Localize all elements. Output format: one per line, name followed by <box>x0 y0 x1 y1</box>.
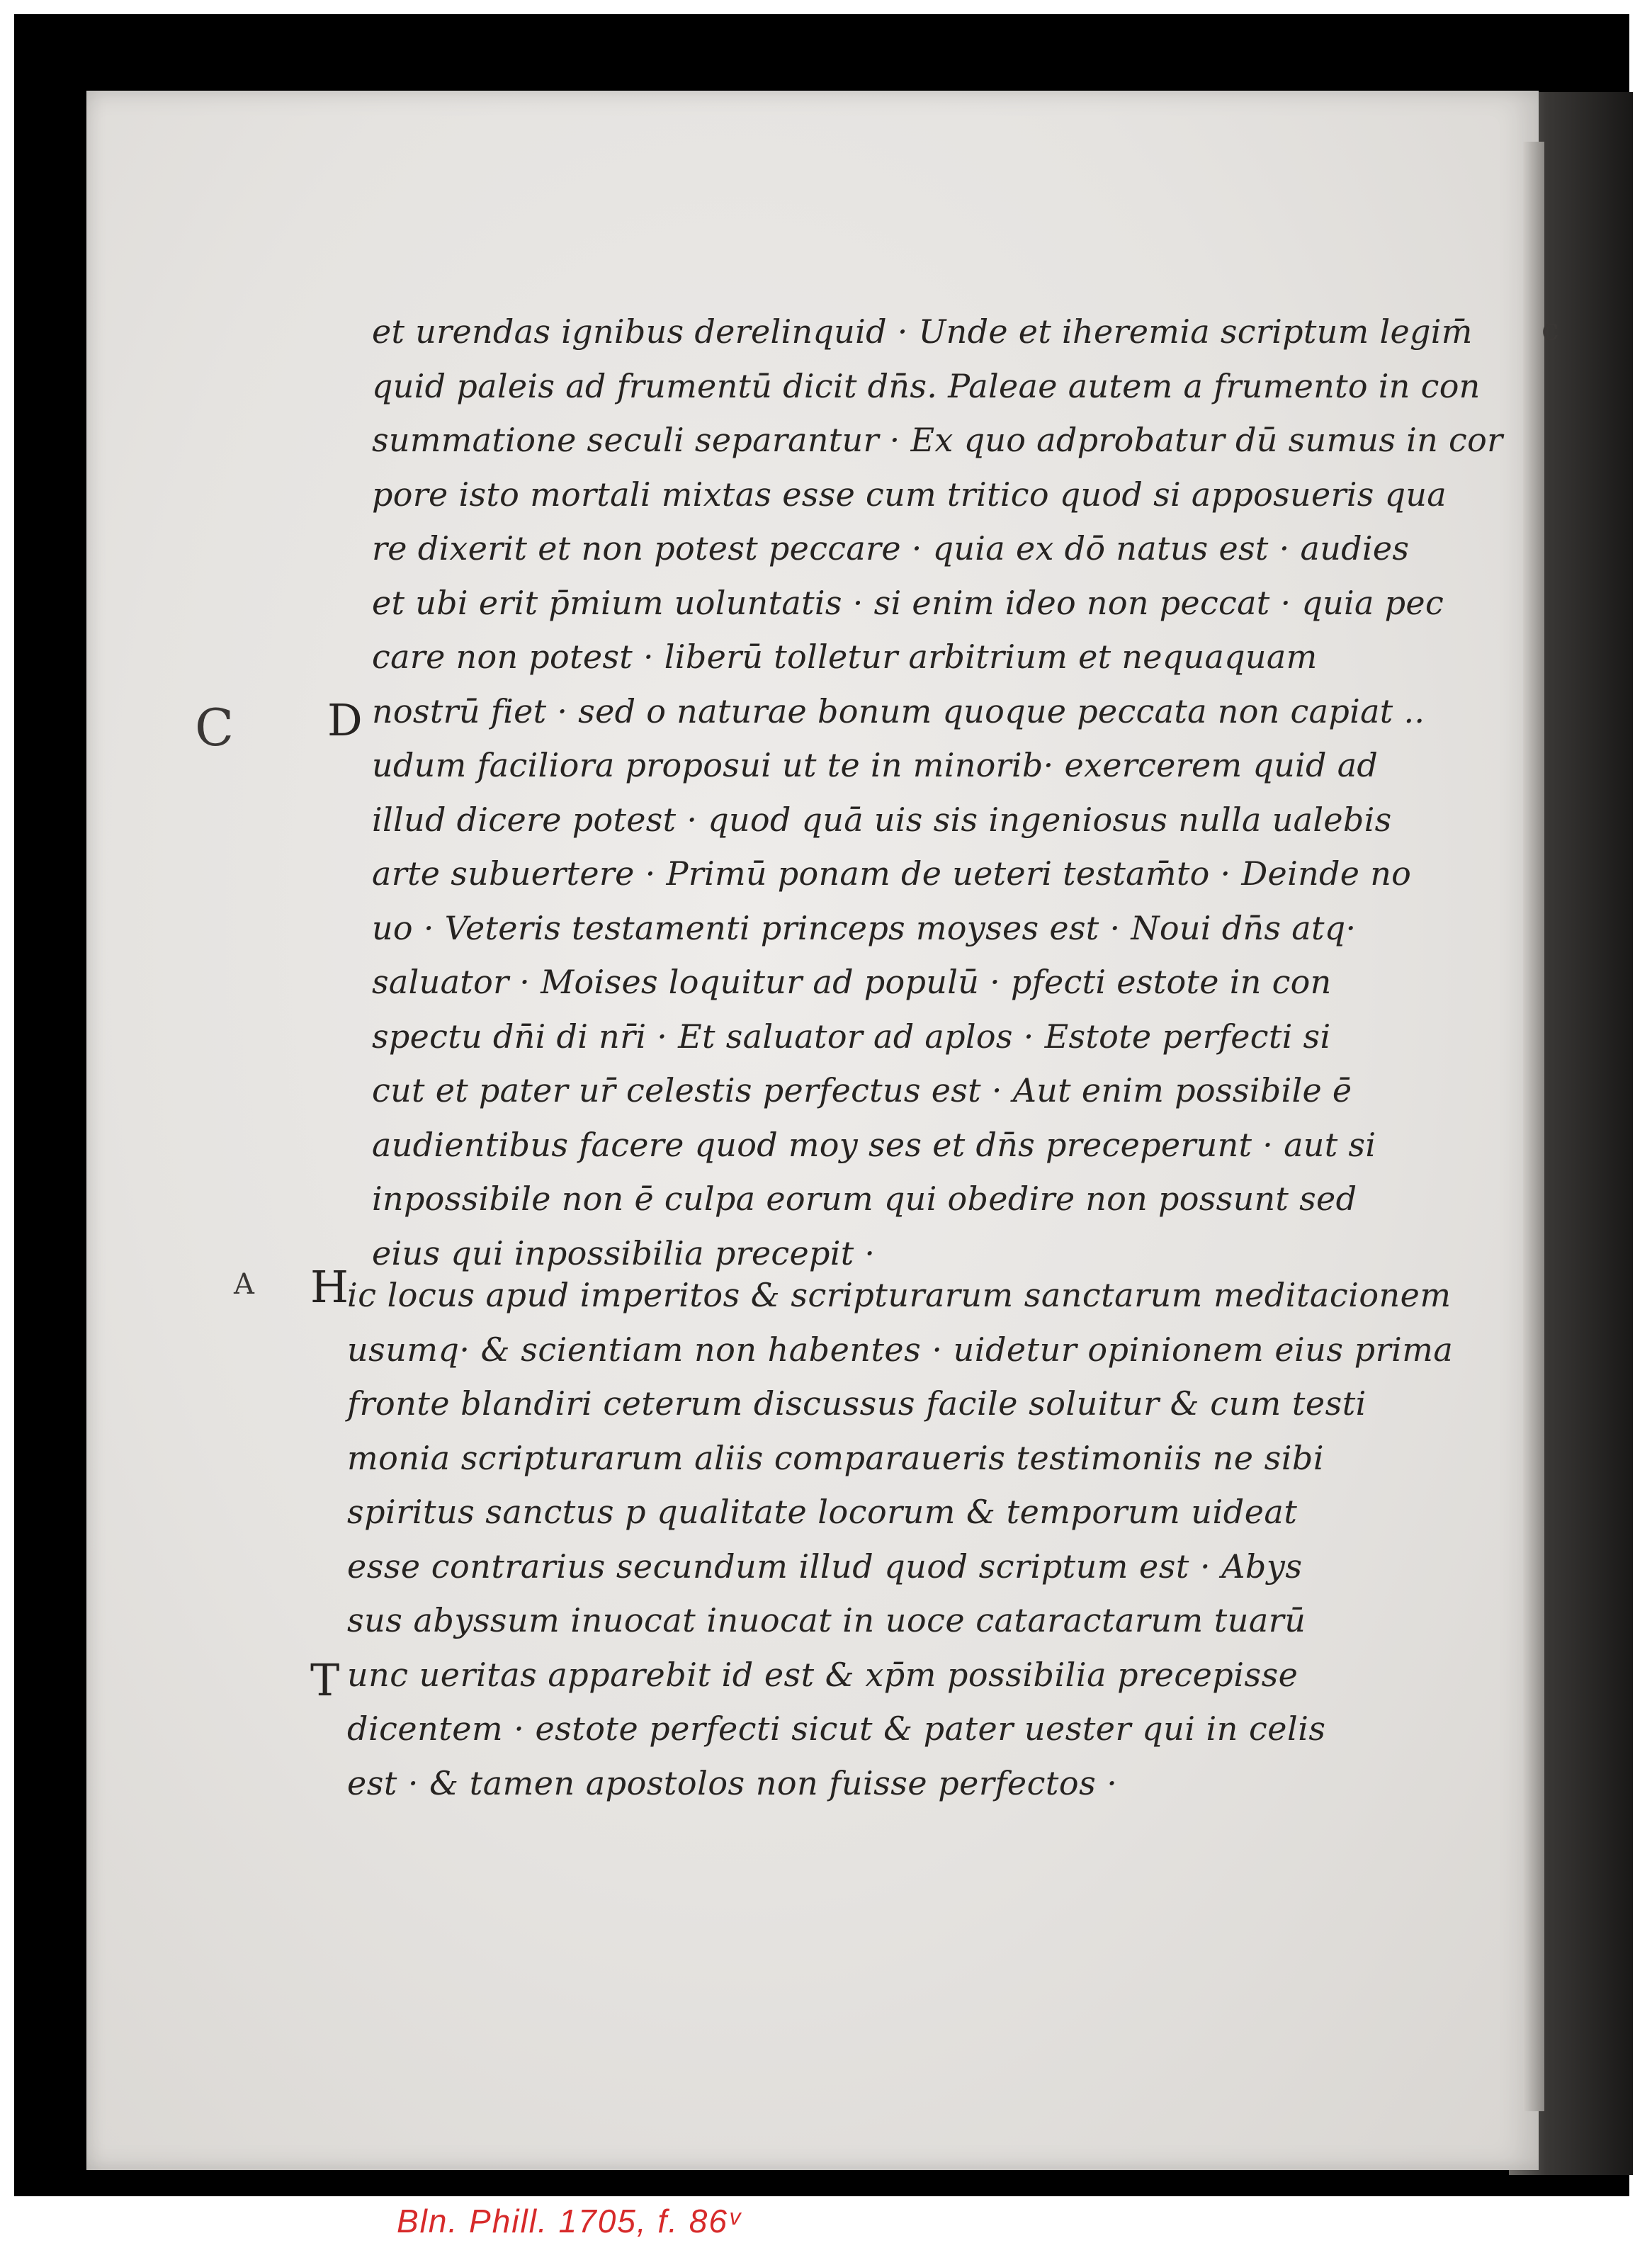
text-line: pore isto mortali mixtas esse cum tritico quod si apposueris qua <box>372 475 1447 514</box>
text-line: cut et pater ur̄ celestis perfectus est · Aut enim possibile ē <box>372 1071 1352 1109</box>
text-line: eius qui inpossibilia precepit · <box>372 1233 876 1272</box>
margin-mark-left: C <box>195 698 234 757</box>
text-line: spiritus sanctus p qualitate locorum & temporum uideat <box>347 1493 1298 1531</box>
initial-d: D <box>327 694 363 746</box>
margin-mark-right: c <box>1541 312 1559 348</box>
text-line: arte subuertere · Primū ponam de ueteri testam̄to · Deinde no <box>372 854 1412 893</box>
text-line: uo · Veteris testamenti princeps moyses est · Noui dn̄s atq· <box>372 908 1357 947</box>
text-line: quid paleis ad frumentū dicit dn̄s. Paleae autem a frumento in con <box>372 366 1481 405</box>
text-line: nostrū fiet · sed o naturae bonum quoque peccata non capiat .. <box>372 691 1425 730</box>
text-block-part2 <box>347 1268 1551 1810</box>
margin-mark-a: A <box>234 1268 254 1301</box>
text-line: fronte blandiri ceterum discussus facile soluitur & cum testi <box>347 1384 1367 1423</box>
text-line: usumq· & scientiam non habentes · uidetur opinionem eius prima <box>347 1330 1454 1369</box>
text-line: dicentem · estote perfecti sicut & pater uester qui in celis <box>347 1710 1326 1748</box>
text-line: saluator · Moises loquitur ad populū · pfecti estote in con <box>372 963 1332 1001</box>
text-line: est · & tamen apostolos non fuisse perfectos · <box>347 1763 1118 1802</box>
text-line: sus abyssum inuocat inuocat in uoce cataractarum tuarū <box>347 1601 1306 1639</box>
text-line: monia scripturarum aliis comparaueris testimoniis ne sibi <box>347 1438 1325 1477</box>
text-line: care non potest · liberū tolletur arbitrium et nequaquam <box>372 638 1318 676</box>
text-line: esse contrarius secundum illud quod scriptum est · Abys <box>347 1547 1303 1586</box>
text-line: et urendas ignibus derelinquid · Unde et iheremia scriptum legim̄ <box>372 312 1473 351</box>
text-line: udum faciliora proposui ut te in minorib· exercerem quid ad <box>372 746 1379 784</box>
initial-t: T <box>310 1654 340 1706</box>
text-line: ic locus apud imperitos & scripturarum sanctarum meditacionem <box>347 1276 1452 1314</box>
text-line: unc ueritas apparebit id est & xp̄m possibilia precepisse <box>347 1655 1299 1694</box>
text-line: et ubi erit p̄mium uoluntatis · si enim ideo non peccat · quia pec <box>372 583 1444 622</box>
text-line: spectu dn̄i di nr̄i · Et saluator ad aplos · Estote perfecti si <box>372 1017 1331 1056</box>
initial-h: H <box>310 1261 349 1313</box>
text-line: audientibus facere quod moy ses et dn̄s preceperunt · aut si <box>372 1125 1376 1164</box>
text-line: inpossibile non ē culpa eorum qui obedire non possunt sed <box>372 1180 1357 1218</box>
shelfmark-caption: Bln. Phill. 1705, f. 86ᵛ <box>397 2203 742 2239</box>
text-line: illud dicere potest · quod quā uis sis ingeniosus nulla ualebis <box>372 800 1392 839</box>
text-block-part1 <box>372 305 1548 1280</box>
text-line: summatione seculi separantur · Ex quo adprobatur dū sumus in cor <box>372 421 1503 459</box>
text-line: re dixerit et non potest peccare · quia ex dō natus est · audies <box>372 529 1410 567</box>
